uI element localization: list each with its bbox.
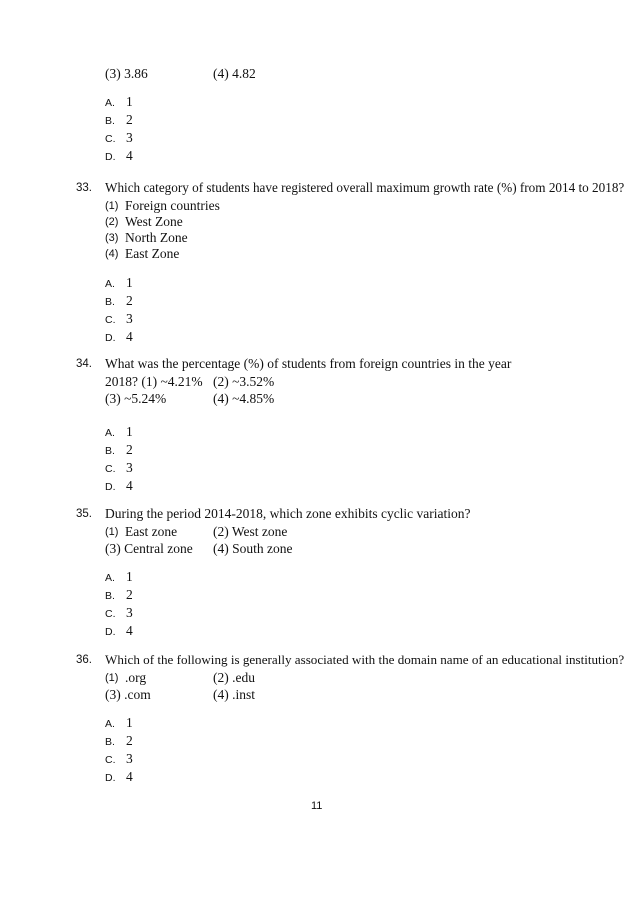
option-letter: A. bbox=[105, 97, 115, 109]
choice-3: (3) Central zone bbox=[105, 541, 193, 556]
question-number: 34. bbox=[76, 358, 92, 370]
choice-4: (4) 4.82 bbox=[213, 66, 256, 81]
option-value: 4 bbox=[126, 329, 133, 344]
option-value: 2 bbox=[126, 293, 133, 308]
question-number: 35. bbox=[76, 508, 92, 520]
option-value: 4 bbox=[126, 478, 133, 493]
choice-number: (1) bbox=[105, 200, 119, 212]
option-value: 4 bbox=[126, 623, 133, 638]
option-letter: D. bbox=[105, 772, 116, 784]
option-value: 2 bbox=[126, 587, 133, 602]
option-value: 1 bbox=[126, 569, 133, 584]
option-letter: D. bbox=[105, 481, 116, 493]
question-number: 33. bbox=[76, 182, 92, 194]
option-letter: C. bbox=[105, 608, 116, 620]
option-letter: A. bbox=[105, 278, 115, 290]
option-letter: D. bbox=[105, 626, 116, 638]
option-value: 4 bbox=[126, 148, 133, 163]
choice-number: (1) bbox=[105, 672, 119, 684]
choice-number: (3) bbox=[105, 232, 119, 244]
question-text-line2: 2018? (1) ~4.21% bbox=[105, 374, 203, 389]
option-letter: B. bbox=[105, 590, 115, 602]
option-value: 1 bbox=[126, 275, 133, 290]
choice-text: North Zone bbox=[125, 230, 188, 245]
option-letter: A. bbox=[105, 718, 115, 730]
option-letter: B. bbox=[105, 445, 115, 457]
option-value: 3 bbox=[126, 605, 133, 620]
choice-2: (2) West zone bbox=[213, 524, 288, 539]
option-letter: C. bbox=[105, 133, 116, 145]
option-value: 3 bbox=[126, 130, 133, 145]
option-letter: C. bbox=[105, 314, 116, 326]
option-letter: D. bbox=[105, 332, 116, 344]
choice-number: (1) bbox=[105, 526, 119, 538]
option-value: 2 bbox=[126, 733, 133, 748]
question-text: What was the percentage (%) of students from foreign countries in the year bbox=[105, 356, 512, 371]
choice-4: (4) .inst bbox=[213, 687, 255, 702]
option-value: 2 bbox=[126, 112, 133, 127]
choice-3: (3) ~5.24% bbox=[105, 391, 167, 406]
question-text: Which of the following is generally associated with the domain name of an educational institution? bbox=[105, 652, 625, 667]
choice-4: (4) South zone bbox=[213, 541, 293, 556]
choice-3: (3) 3.86 bbox=[105, 66, 148, 81]
page-number: 11 bbox=[311, 800, 323, 812]
choice-2: (2) ~3.52% bbox=[213, 374, 275, 389]
option-letter: B. bbox=[105, 736, 115, 748]
option-letter: C. bbox=[105, 463, 116, 475]
option-letter: A. bbox=[105, 572, 115, 584]
option-value: 3 bbox=[126, 311, 133, 326]
option-value: 1 bbox=[126, 94, 133, 109]
option-value: 2 bbox=[126, 442, 133, 457]
option-letter: B. bbox=[105, 115, 115, 127]
choice-text: West Zone bbox=[125, 214, 183, 229]
question-text: Which category of students have registered overall maximum growth rate (%) from 2014 to 2018? bbox=[105, 180, 625, 195]
option-letter: A. bbox=[105, 427, 115, 439]
option-letter: D. bbox=[105, 151, 116, 163]
choice-number: (2) bbox=[105, 216, 119, 228]
choice-1: East zone bbox=[125, 524, 178, 539]
option-value: 1 bbox=[126, 715, 133, 730]
choice-2: (2) .edu bbox=[213, 670, 255, 685]
option-value: 3 bbox=[126, 751, 133, 766]
choice-1: .org bbox=[125, 670, 147, 685]
choice-3: (3) .com bbox=[105, 687, 151, 702]
question-number: 36. bbox=[76, 654, 92, 666]
choice-text: Foreign countries bbox=[125, 198, 220, 213]
option-value: 4 bbox=[126, 769, 133, 784]
option-value: 3 bbox=[126, 460, 133, 475]
choice-text: East Zone bbox=[125, 246, 180, 261]
choice-4: (4) ~4.85% bbox=[213, 391, 275, 406]
option-value: 1 bbox=[126, 424, 133, 439]
option-letter: B. bbox=[105, 296, 115, 308]
choice-number: (4) bbox=[105, 248, 119, 260]
question-text: During the period 2014-2018, which zone exhibits cyclic variation? bbox=[105, 506, 471, 521]
option-letter: C. bbox=[105, 754, 116, 766]
